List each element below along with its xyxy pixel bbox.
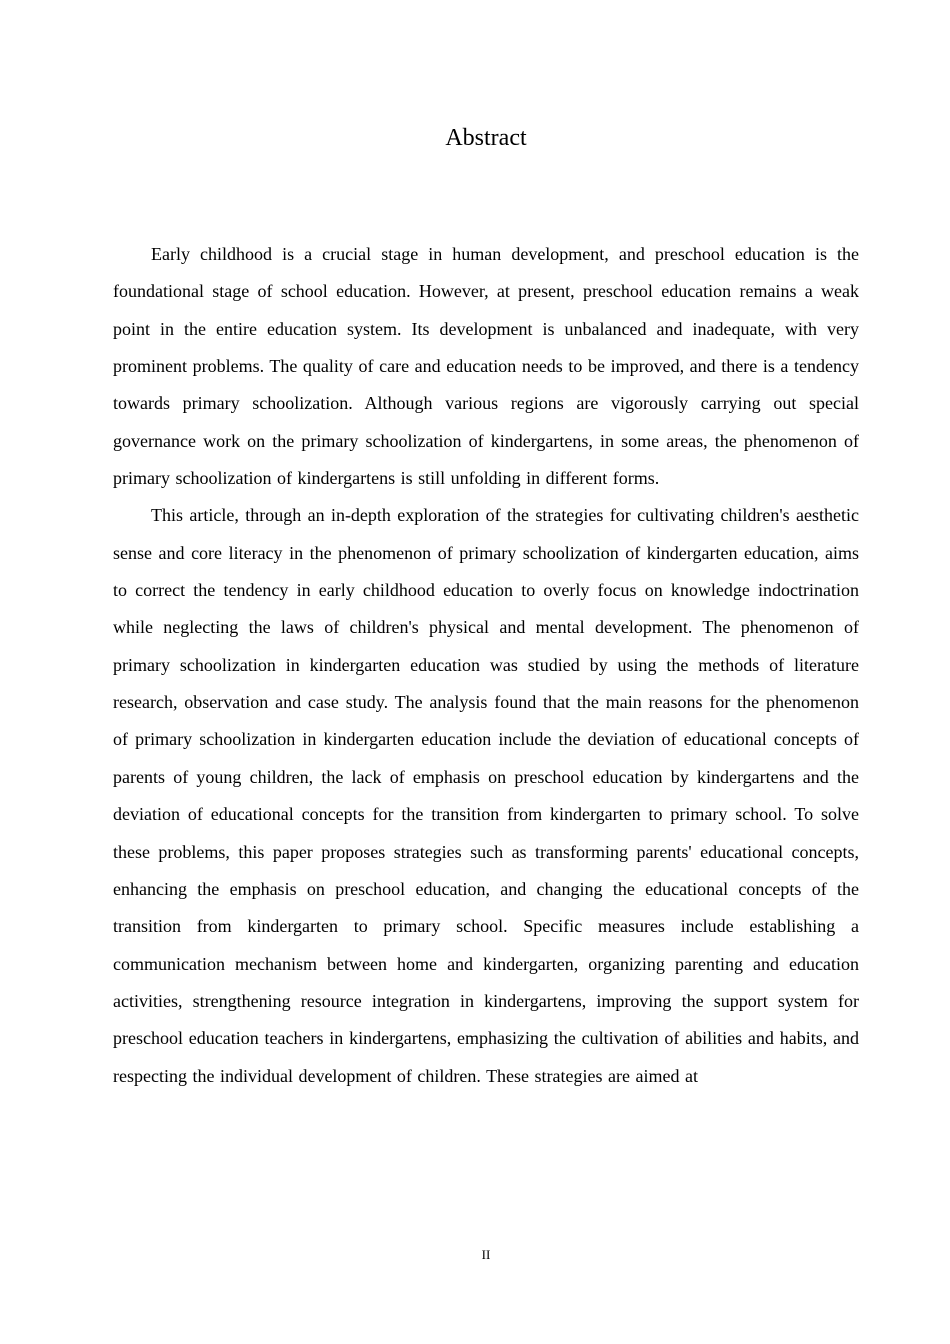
- abstract-body: [113, 236, 859, 1095]
- abstract-paragraph-2: This article, through an in-depth exploration of the strategies for cultivating children's aesthetic sense and core literacy in the phenomenon of primary schoolization of kindergarten education, aims to correct the tendency in early childhood education to overly focus on knowledge indoctrination while neglecting the laws of children's physical and mental development. The phenomenon of primary schoolization in kindergarten education was studied by using the methods of literature research, observation and case study. The analysis found that the main reasons for the phenomenon of primary schoolization in kindergarten education include the deviation of educational concepts of parents of young children, the lack of emphasis on preschool education by kindergartens and the deviation of educational concepts for the transition from kindergarten to primary school. To solve these problems, this paper proposes strategies such as transforming parents' educational concepts, enhancing the emphasis on preschool education, and changing the educational concepts of the transition from kindergarten to primary school. Specific measures include establishing a communication mechanism between home and kindergarten, organizing parenting and education activities, strengthening resource integration in kindergartens, improving the support system for preschool education teachers in kindergartens, emphasizing the cultivation of abilities and habits, and respecting the individual development of children. These strategies are aimed at: [113, 505, 859, 1086]
- page-number: II: [481, 1247, 491, 1262]
- abstract-paragraph-1: Early childhood is a crucial stage in human development, and preschool education is the foundational stage of school education. However, at present, preschool education remains a weak point in the entire education system. Its development is unbalanced and inadequate, with very prominent problems. The quality of care and education needs to be improved, and there is a tendency towards primary schoolization. Although various regions are vigorously carrying out special governance work on the primary schoolization of kindergartens, in some areas, the phenomenon of primary schoolization of kindergartens is still unfolding in different forms.: [113, 244, 859, 489]
- page-title: Abstract: [445, 125, 527, 151]
